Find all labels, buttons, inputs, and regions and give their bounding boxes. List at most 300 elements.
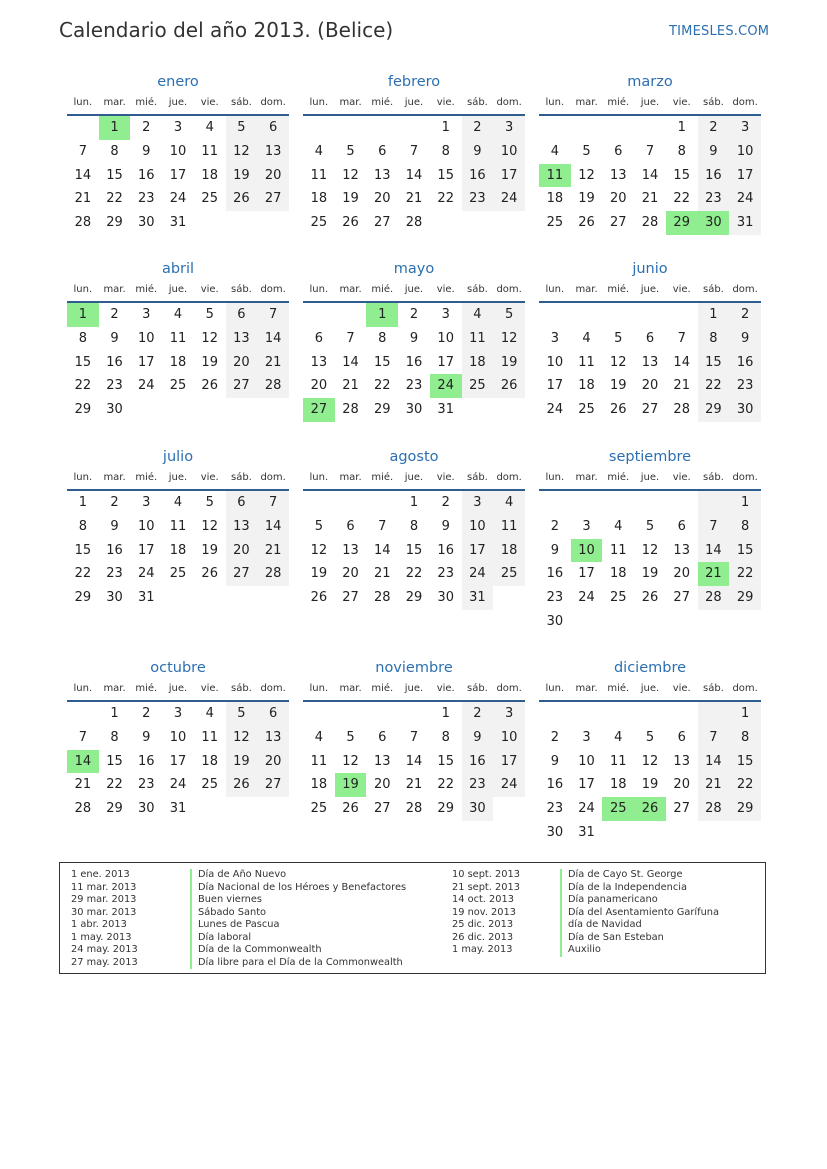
day-cell[interactable]: 27 bbox=[673, 590, 690, 606]
day-cell[interactable]: 19 bbox=[610, 378, 627, 394]
day-cell[interactable]: 30 bbox=[405, 402, 423, 418]
day-cell[interactable]: 5 bbox=[205, 495, 214, 510]
day-cell[interactable]: 30 bbox=[546, 613, 564, 629]
day-cell[interactable]: 20 bbox=[641, 378, 659, 394]
day-cell[interactable]: 9 bbox=[729, 327, 761, 351]
day-cell[interactable]: 14 bbox=[342, 354, 359, 370]
day-cell[interactable]: 26 bbox=[641, 590, 659, 606]
day-cell[interactable]: 20 bbox=[374, 777, 391, 793]
day-cell[interactable]: 3 bbox=[173, 706, 183, 721]
day-cell[interactable]: 6 bbox=[677, 729, 686, 745]
day-cell[interactable]: 5 bbox=[346, 729, 355, 745]
day-cell[interactable]: 21 bbox=[257, 351, 289, 375]
day-cell[interactable]: 9 bbox=[698, 140, 730, 164]
day-cell[interactable]: 28 bbox=[405, 801, 423, 817]
day-cell[interactable]: 10 bbox=[546, 354, 564, 370]
day-cell[interactable]: 13 bbox=[257, 726, 289, 750]
day-cell[interactable]: 6 bbox=[314, 330, 323, 346]
day-cell[interactable]: 16 bbox=[437, 542, 454, 558]
day-cell[interactable]: 6 bbox=[645, 330, 655, 346]
day-cell[interactable]: 7 bbox=[78, 729, 87, 745]
day-cell[interactable]: 16 bbox=[546, 777, 564, 793]
day-cell[interactable]: 27 bbox=[257, 187, 289, 211]
day-cell[interactable]: 16 bbox=[546, 566, 564, 582]
day-cell[interactable]: 9 bbox=[462, 726, 494, 750]
day-cell[interactable]: 20 bbox=[374, 191, 391, 207]
day-cell[interactable]: 16 bbox=[462, 750, 494, 774]
day-cell[interactable]: 15 bbox=[729, 750, 761, 774]
day-cell[interactable]: 15 bbox=[673, 167, 690, 183]
day-cell[interactable]: 19 bbox=[641, 777, 659, 793]
day-cell[interactable]: 1 bbox=[729, 491, 761, 515]
day-cell[interactable]: 13 bbox=[374, 167, 391, 183]
day-cell[interactable]: 9 bbox=[462, 140, 494, 164]
day-cell[interactable]: 24 bbox=[462, 562, 494, 586]
day-cell[interactable]: 25 bbox=[201, 191, 218, 207]
day-cell[interactable]: 5 bbox=[582, 143, 591, 159]
day-cell[interactable]: 22 bbox=[729, 773, 761, 797]
day-cell[interactable]: 25 bbox=[546, 215, 564, 231]
day-cell[interactable]: 1 bbox=[677, 120, 686, 135]
day-cell[interactable]: 28 bbox=[405, 215, 423, 231]
day-cell[interactable]: 18 bbox=[201, 167, 218, 183]
day-cell[interactable]: 24 bbox=[578, 590, 595, 606]
day-cell[interactable]: 30 bbox=[138, 801, 155, 817]
day-cell[interactable]: 16 bbox=[106, 542, 123, 558]
day-cell[interactable]: 30 bbox=[437, 590, 454, 606]
day-cell[interactable]: 14 bbox=[698, 539, 730, 563]
day-cell[interactable]: 1 bbox=[67, 303, 99, 327]
day-cell[interactable]: 7 bbox=[257, 491, 289, 515]
day-cell[interactable]: 31 bbox=[169, 215, 187, 231]
day-cell[interactable]: 1 bbox=[729, 702, 761, 726]
day-cell[interactable]: 9 bbox=[550, 542, 559, 558]
day-cell[interactable]: 25 bbox=[310, 215, 328, 231]
day-cell[interactable]: 10 bbox=[138, 330, 155, 346]
day-cell[interactable]: 29 bbox=[106, 215, 123, 231]
day-cell[interactable]: 1 bbox=[110, 706, 119, 721]
day-cell[interactable]: 8 bbox=[729, 726, 761, 750]
day-cell[interactable]: 13 bbox=[226, 515, 258, 539]
day-cell[interactable]: 3 bbox=[173, 120, 183, 135]
day-cell[interactable]: 7 bbox=[257, 303, 289, 327]
day-cell[interactable]: 19 bbox=[201, 542, 218, 558]
day-cell[interactable]: 18 bbox=[310, 191, 328, 207]
day-cell[interactable]: 20 bbox=[226, 351, 258, 375]
day-cell[interactable]: 15 bbox=[405, 542, 423, 558]
day-cell[interactable]: 3 bbox=[462, 491, 494, 515]
day-cell[interactable]: 8 bbox=[378, 330, 387, 346]
day-cell[interactable]: 4 bbox=[173, 495, 183, 510]
day-cell[interactable]: 17 bbox=[138, 542, 155, 558]
day-cell[interactable]: 25 bbox=[462, 374, 494, 398]
day-cell[interactable]: 22 bbox=[74, 566, 92, 582]
day-cell[interactable]: 6 bbox=[677, 518, 686, 534]
day-cell[interactable]: 7 bbox=[378, 518, 387, 534]
day-cell[interactable]: 26 bbox=[226, 773, 258, 797]
day-cell[interactable]: 12 bbox=[342, 167, 359, 183]
day-cell[interactable]: 24 bbox=[546, 402, 564, 418]
day-cell[interactable]: 7 bbox=[698, 726, 730, 750]
day-cell[interactable]: 21 bbox=[641, 191, 659, 207]
day-cell[interactable]: 20 bbox=[226, 539, 258, 563]
day-cell[interactable]: 16 bbox=[106, 354, 123, 370]
day-cell[interactable]: 2 bbox=[550, 729, 559, 745]
day-cell[interactable]: 10 bbox=[437, 330, 454, 346]
day-cell[interactable]: 27 bbox=[374, 215, 391, 231]
day-cell[interactable]: 23 bbox=[138, 777, 155, 793]
day-cell[interactable]: 7 bbox=[78, 143, 87, 159]
day-cell[interactable]: 25 bbox=[578, 402, 595, 418]
day-cell[interactable]: 15 bbox=[729, 539, 761, 563]
day-cell[interactable]: 27 bbox=[641, 402, 659, 418]
day-cell[interactable]: 18 bbox=[169, 542, 187, 558]
day-cell[interactable]: 8 bbox=[78, 518, 87, 534]
day-cell[interactable]: 14 bbox=[641, 167, 659, 183]
day-cell[interactable]: 9 bbox=[550, 753, 559, 769]
day-cell[interactable]: 24 bbox=[493, 187, 525, 211]
day-cell[interactable]: 12 bbox=[610, 354, 627, 370]
day-cell[interactable]: 6 bbox=[226, 303, 258, 327]
day-cell[interactable]: 20 bbox=[257, 164, 289, 188]
day-cell[interactable]: 14 bbox=[67, 750, 99, 774]
day-cell[interactable]: 5 bbox=[226, 116, 258, 140]
day-cell[interactable]: 14 bbox=[74, 167, 92, 183]
day-cell[interactable]: 14 bbox=[405, 753, 423, 769]
day-cell[interactable]: 29 bbox=[74, 402, 92, 418]
day-cell[interactable]: 22 bbox=[405, 566, 423, 582]
day-cell[interactable]: 22 bbox=[673, 191, 690, 207]
day-cell[interactable]: 2 bbox=[550, 518, 559, 534]
day-cell[interactable]: 7 bbox=[409, 143, 419, 159]
day-cell[interactable]: 23 bbox=[546, 590, 564, 606]
day-cell[interactable]: 16 bbox=[462, 164, 494, 188]
day-cell[interactable]: 11 bbox=[610, 753, 627, 769]
day-cell[interactable]: 26 bbox=[610, 402, 627, 418]
day-cell[interactable]: 5 bbox=[493, 303, 525, 327]
day-cell[interactable]: 19 bbox=[226, 164, 258, 188]
day-cell[interactable]: 17 bbox=[169, 753, 187, 769]
day-cell[interactable]: 13 bbox=[673, 753, 690, 769]
day-cell[interactable]: 26 bbox=[342, 801, 359, 817]
day-cell[interactable]: 20 bbox=[673, 566, 690, 582]
day-cell[interactable]: 17 bbox=[578, 566, 595, 582]
day-cell[interactable]: 19 bbox=[342, 191, 359, 207]
day-cell[interactable]: 11 bbox=[462, 327, 494, 351]
day-cell[interactable]: 15 bbox=[374, 354, 391, 370]
day-cell[interactable]: 31 bbox=[578, 824, 595, 840]
day-cell[interactable]: 21 bbox=[374, 566, 391, 582]
day-cell[interactable]: 4 bbox=[314, 143, 323, 159]
day-cell[interactable]: 10 bbox=[571, 539, 603, 563]
day-cell[interactable]: 22 bbox=[106, 777, 123, 793]
day-cell[interactable]: 12 bbox=[310, 542, 328, 558]
day-cell[interactable]: 29 bbox=[698, 398, 730, 422]
day-cell[interactable]: 6 bbox=[226, 491, 258, 515]
day-cell[interactable]: 15 bbox=[106, 753, 123, 769]
day-cell[interactable]: 20 bbox=[310, 378, 328, 394]
day-cell[interactable]: 27 bbox=[226, 374, 258, 398]
day-cell[interactable]: 19 bbox=[641, 566, 659, 582]
day-cell[interactable]: 19 bbox=[493, 351, 525, 375]
day-cell[interactable]: 28 bbox=[698, 586, 730, 610]
day-cell[interactable]: 26 bbox=[578, 215, 595, 231]
day-cell[interactable]: 25 bbox=[602, 797, 634, 821]
day-cell[interactable]: 9 bbox=[110, 518, 119, 534]
day-cell[interactable]: 14 bbox=[374, 542, 391, 558]
day-cell[interactable]: 24 bbox=[169, 191, 187, 207]
day-cell[interactable]: 13 bbox=[226, 327, 258, 351]
day-cell[interactable]: 1 bbox=[78, 495, 87, 510]
day-cell[interactable]: 21 bbox=[74, 191, 92, 207]
day-cell[interactable]: 8 bbox=[441, 729, 450, 745]
day-cell[interactable]: 17 bbox=[138, 354, 155, 370]
day-cell[interactable]: 21 bbox=[698, 773, 730, 797]
day-cell[interactable]: 23 bbox=[405, 378, 423, 394]
day-cell[interactable]: 7 bbox=[645, 143, 655, 159]
day-cell[interactable]: 10 bbox=[169, 143, 187, 159]
day-cell[interactable]: 13 bbox=[257, 140, 289, 164]
day-cell[interactable]: 25 bbox=[169, 566, 187, 582]
day-cell[interactable]: 11 bbox=[201, 143, 218, 159]
day-cell[interactable]: 22 bbox=[106, 191, 123, 207]
day-cell[interactable]: 24 bbox=[138, 378, 155, 394]
day-cell[interactable]: 26 bbox=[310, 590, 328, 606]
day-cell[interactable]: 20 bbox=[610, 191, 627, 207]
day-cell[interactable]: 3 bbox=[729, 116, 761, 140]
day-cell[interactable]: 16 bbox=[405, 354, 423, 370]
day-cell[interactable]: 2 bbox=[142, 706, 151, 721]
day-cell[interactable]: 5 bbox=[645, 518, 655, 534]
day-cell[interactable]: 27 bbox=[226, 562, 258, 586]
day-cell[interactable]: 17 bbox=[729, 164, 761, 188]
day-cell[interactable]: 31 bbox=[437, 402, 454, 418]
day-cell[interactable]: 15 bbox=[437, 167, 454, 183]
day-cell[interactable]: 25 bbox=[310, 801, 328, 817]
day-cell[interactable]: 9 bbox=[142, 729, 151, 745]
day-cell[interactable]: 18 bbox=[578, 378, 595, 394]
day-cell[interactable]: 29 bbox=[729, 797, 761, 821]
day-cell[interactable]: 18 bbox=[493, 539, 525, 563]
day-cell[interactable]: 28 bbox=[641, 215, 659, 231]
day-cell[interactable]: 12 bbox=[226, 140, 258, 164]
day-cell[interactable]: 10 bbox=[138, 518, 155, 534]
day-cell[interactable]: 5 bbox=[226, 702, 258, 726]
day-cell[interactable]: 2 bbox=[110, 495, 119, 510]
day-cell[interactable]: 26 bbox=[226, 187, 258, 211]
day-cell[interactable]: 3 bbox=[441, 307, 450, 322]
day-cell[interactable]: 2 bbox=[462, 116, 494, 140]
day-cell[interactable]: 30 bbox=[729, 398, 761, 422]
day-cell[interactable]: 20 bbox=[673, 777, 690, 793]
day-cell[interactable]: 31 bbox=[169, 801, 187, 817]
day-cell[interactable]: 26 bbox=[201, 566, 218, 582]
day-cell[interactable]: 10 bbox=[493, 726, 525, 750]
day-cell[interactable]: 2 bbox=[409, 307, 419, 322]
day-cell[interactable]: 17 bbox=[437, 354, 454, 370]
day-cell[interactable]: 28 bbox=[342, 402, 359, 418]
day-cell[interactable]: 23 bbox=[106, 566, 123, 582]
day-cell[interactable]: 21 bbox=[74, 777, 92, 793]
day-cell[interactable]: 30 bbox=[106, 590, 123, 606]
day-cell[interactable]: 5 bbox=[205, 307, 214, 322]
day-cell[interactable]: 11 bbox=[610, 542, 627, 558]
day-cell[interactable]: 6 bbox=[257, 702, 289, 726]
day-cell[interactable]: 29 bbox=[666, 211, 698, 235]
day-cell[interactable]: 17 bbox=[169, 167, 187, 183]
day-cell[interactable]: 13 bbox=[610, 167, 627, 183]
day-cell[interactable]: 16 bbox=[729, 351, 761, 375]
day-cell[interactable]: 24 bbox=[430, 374, 462, 398]
day-cell[interactable]: 5 bbox=[314, 518, 323, 534]
day-cell[interactable]: 3 bbox=[142, 495, 151, 510]
day-cell[interactable]: 29 bbox=[405, 590, 423, 606]
day-cell[interactable]: 6 bbox=[257, 116, 289, 140]
day-cell[interactable]: 8 bbox=[677, 143, 686, 159]
day-cell[interactable]: 19 bbox=[226, 750, 258, 774]
day-cell[interactable]: 8 bbox=[729, 515, 761, 539]
day-cell[interactable]: 9 bbox=[409, 330, 419, 346]
day-cell[interactable]: 10 bbox=[462, 515, 494, 539]
day-cell[interactable]: 19 bbox=[310, 566, 328, 582]
day-cell[interactable]: 31 bbox=[138, 590, 155, 606]
day-cell[interactable]: 18 bbox=[610, 777, 627, 793]
day-cell[interactable]: 23 bbox=[546, 801, 564, 817]
brand-logo-text[interactable]: TIMESLES.COM bbox=[669, 24, 770, 39]
day-cell[interactable]: 6 bbox=[614, 143, 623, 159]
day-cell[interactable]: 7 bbox=[346, 330, 355, 346]
day-cell[interactable]: 4 bbox=[205, 706, 214, 721]
day-cell[interactable]: 30 bbox=[698, 211, 730, 235]
day-cell[interactable]: 13 bbox=[374, 753, 391, 769]
day-cell[interactable]: 1 bbox=[441, 706, 450, 721]
day-cell[interactable]: 11 bbox=[169, 518, 187, 534]
day-cell[interactable]: 1 bbox=[698, 303, 730, 327]
day-cell[interactable]: 12 bbox=[226, 726, 258, 750]
day-cell[interactable]: 31 bbox=[462, 586, 494, 610]
day-cell[interactable]: 21 bbox=[342, 378, 359, 394]
day-cell[interactable]: 18 bbox=[201, 753, 218, 769]
day-cell[interactable]: 26 bbox=[342, 215, 359, 231]
day-cell[interactable]: 25 bbox=[201, 777, 218, 793]
day-cell[interactable]: 21 bbox=[257, 539, 289, 563]
day-cell[interactable]: 14 bbox=[673, 354, 690, 370]
day-cell[interactable]: 24 bbox=[578, 801, 595, 817]
day-cell[interactable]: 18 bbox=[462, 351, 494, 375]
day-cell[interactable]: 27 bbox=[374, 801, 391, 817]
day-cell[interactable]: 4 bbox=[582, 330, 591, 346]
day-cell[interactable]: 4 bbox=[205, 120, 214, 135]
day-cell[interactable]: 4 bbox=[614, 729, 623, 745]
day-cell[interactable]: 21 bbox=[698, 562, 730, 586]
day-cell[interactable]: 26 bbox=[201, 378, 218, 394]
day-cell[interactable]: 27 bbox=[342, 590, 359, 606]
day-cell[interactable]: 10 bbox=[493, 140, 525, 164]
day-cell[interactable]: 2 bbox=[441, 495, 450, 510]
day-cell[interactable]: 17 bbox=[546, 378, 564, 394]
day-cell[interactable]: 12 bbox=[641, 753, 659, 769]
day-cell[interactable]: 14 bbox=[698, 750, 730, 774]
day-cell[interactable]: 4 bbox=[550, 143, 559, 159]
day-cell[interactable]: 15 bbox=[437, 753, 454, 769]
day-cell[interactable]: 7 bbox=[409, 729, 419, 745]
day-cell[interactable]: 17 bbox=[462, 539, 494, 563]
day-cell[interactable]: 1 bbox=[441, 120, 450, 135]
day-cell[interactable]: 11 bbox=[493, 515, 525, 539]
day-cell[interactable]: 13 bbox=[641, 354, 659, 370]
day-cell[interactable]: 9 bbox=[142, 143, 151, 159]
day-cell[interactable]: 16 bbox=[138, 167, 155, 183]
day-cell[interactable]: 12 bbox=[578, 167, 595, 183]
day-cell[interactable]: 1 bbox=[99, 116, 131, 140]
day-cell[interactable]: 18 bbox=[310, 777, 328, 793]
day-cell[interactable]: 19 bbox=[201, 354, 218, 370]
day-cell[interactable]: 19 bbox=[578, 191, 595, 207]
day-cell[interactable]: 30 bbox=[462, 797, 494, 821]
day-cell[interactable]: 23 bbox=[106, 378, 123, 394]
day-cell[interactable]: 23 bbox=[138, 191, 155, 207]
day-cell[interactable]: 23 bbox=[729, 374, 761, 398]
day-cell[interactable]: 15 bbox=[74, 542, 92, 558]
day-cell[interactable]: 15 bbox=[74, 354, 92, 370]
day-cell[interactable]: 2 bbox=[142, 120, 151, 135]
day-cell[interactable]: 11 bbox=[539, 164, 571, 188]
day-cell[interactable]: 24 bbox=[169, 777, 187, 793]
day-cell[interactable]: 12 bbox=[201, 518, 218, 534]
day-cell[interactable]: 6 bbox=[346, 518, 355, 534]
day-cell[interactable]: 18 bbox=[610, 566, 627, 582]
day-cell[interactable]: 8 bbox=[441, 143, 450, 159]
day-cell[interactable]: 12 bbox=[342, 753, 359, 769]
day-cell[interactable]: 9 bbox=[441, 518, 450, 534]
day-cell[interactable]: 20 bbox=[257, 750, 289, 774]
day-cell[interactable]: 29 bbox=[729, 586, 761, 610]
day-cell[interactable]: 8 bbox=[110, 143, 119, 159]
day-cell[interactable]: 8 bbox=[78, 330, 87, 346]
day-cell[interactable]: 22 bbox=[437, 777, 454, 793]
day-cell[interactable]: 29 bbox=[374, 402, 391, 418]
day-cell[interactable]: 17 bbox=[493, 750, 525, 774]
day-cell[interactable]: 21 bbox=[405, 191, 423, 207]
day-cell[interactable]: 23 bbox=[462, 773, 494, 797]
day-cell[interactable]: 24 bbox=[138, 566, 155, 582]
day-cell[interactable]: 22 bbox=[437, 191, 454, 207]
day-cell[interactable]: 28 bbox=[257, 374, 289, 398]
day-cell[interactable]: 30 bbox=[106, 402, 123, 418]
day-cell[interactable]: 22 bbox=[374, 378, 391, 394]
day-cell[interactable]: 8 bbox=[698, 327, 730, 351]
day-cell[interactable]: 2 bbox=[698, 116, 730, 140]
day-cell[interactable]: 23 bbox=[462, 187, 494, 211]
day-cell[interactable]: 7 bbox=[677, 330, 686, 346]
day-cell[interactable]: 28 bbox=[374, 590, 391, 606]
day-cell[interactable]: 11 bbox=[310, 753, 328, 769]
day-cell[interactable]: 10 bbox=[578, 753, 595, 769]
day-cell[interactable]: 30 bbox=[546, 824, 564, 840]
day-cell[interactable]: 3 bbox=[493, 702, 525, 726]
day-cell[interactable]: 28 bbox=[74, 801, 92, 817]
day-cell[interactable]: 29 bbox=[437, 801, 454, 817]
day-cell[interactable]: 27 bbox=[303, 398, 335, 422]
day-cell[interactable]: 15 bbox=[698, 351, 730, 375]
day-cell[interactable]: 29 bbox=[74, 590, 92, 606]
day-cell[interactable]: 2 bbox=[729, 303, 761, 327]
day-cell[interactable]: 17 bbox=[493, 164, 525, 188]
day-cell[interactable]: 6 bbox=[378, 729, 387, 745]
day-cell[interactable]: 10 bbox=[169, 729, 187, 745]
day-cell[interactable]: 27 bbox=[610, 215, 627, 231]
day-cell[interactable]: 21 bbox=[405, 777, 423, 793]
